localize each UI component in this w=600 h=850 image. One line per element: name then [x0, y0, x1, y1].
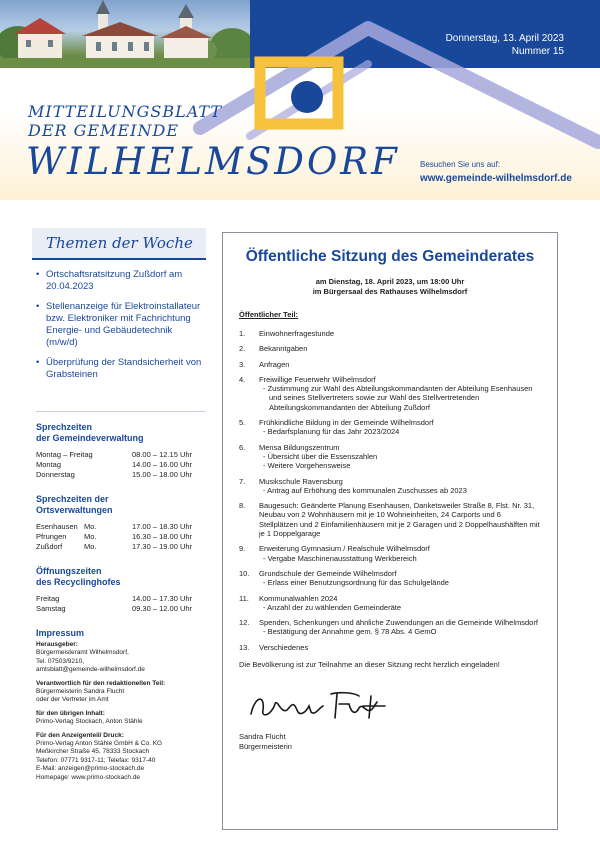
- verwaltung-heading: [36, 422, 206, 444]
- agenda-item: [239, 477, 541, 496]
- agenda-number: 6.: [239, 442, 246, 452]
- impressum-label: Verantwortlich für den redaktionellen Teil:: [36, 679, 166, 687]
- table-row: [36, 604, 206, 614]
- agenda-text: Baugesuch: Geänderte Planung Esenhausen, Danketsweiler Straße 8, Flst. Nr. 31, Neubau von 2 Wohnhäusern mit je 10 Wohneinheiten, 24 Carports und 6 Stellplätzen und 2 Einfamilienhäusern mit je 2 Garagen und 2 Doppelhaushälften mit je 1 Doppelgarage: [259, 501, 540, 539]
- divider: [36, 411, 206, 412]
- masthead-subtitle: [28, 102, 222, 140]
- table-row: [36, 460, 206, 470]
- verwaltung-heading-line1: Sprechzeiten: [36, 422, 93, 432]
- day-cell: Donnerstag: [36, 470, 75, 479]
- agenda-number: 1.: [239, 329, 246, 338]
- verwaltung-hours-table: [36, 450, 206, 480]
- masthead-subtitle-line1: MITTEILUNGSBLATT: [28, 102, 223, 121]
- agenda-subitem: - Weitere Vorgehensweise: [263, 461, 351, 471]
- themen-item[interactable]: • Stellenanzeige für Elektroinstallateur bzw. Elektroniker mit Fachrichtung Energie- und Gebäudetechnik (m/w/d): [36, 301, 206, 349]
- agenda-subitem: - Anzahl der zu wählenden Gemeinderäte: [263, 602, 402, 612]
- agenda-item: [239, 594, 541, 613]
- agenda-text: Spenden, Schenkungen und ähnliche Zuwendungen an die Gemeinde Wilhelmsdorf: [259, 618, 538, 628]
- agenda-item: [239, 643, 541, 652]
- agenda-subitem: - Antrag auf Erhöhung des kommunalen Zuschusses ab 2023: [263, 485, 467, 495]
- ortsverwaltungen-heading-line1: Sprechzeiten der: [36, 494, 109, 504]
- agenda-body: [259, 618, 541, 637]
- agenda-body: [259, 360, 541, 369]
- notice-subtitle-line1: am Dienstag, 18. April 2023, um 18:00 Uhr: [315, 277, 465, 286]
- agenda-number: 11.: [239, 593, 249, 603]
- agenda-item: [239, 418, 541, 437]
- agenda-body: [259, 329, 541, 338]
- agenda-number: 5.: [239, 418, 246, 428]
- impressum-label: Herausgeber:: [36, 641, 78, 648]
- agenda-body: [259, 544, 541, 563]
- signature-image: [245, 686, 395, 726]
- agenda-body: [259, 569, 541, 588]
- impressum-line: Primo-Verlag Stockach, Anton Stähle: [36, 718, 143, 726]
- impressum-label: Für den Anzeigenteil/ Druck:: [36, 731, 124, 739]
- agenda-body: [259, 477, 541, 496]
- public-part-label: Öffentlicher Teil:: [239, 310, 299, 319]
- agenda-item: [239, 544, 541, 563]
- agenda-number: 4.: [239, 374, 246, 384]
- visit-label: Besuchen Sie uns auf:: [420, 160, 501, 169]
- time-cell: 14.00 – 17.30 Uhr: [132, 594, 193, 603]
- agenda-body: [259, 418, 541, 437]
- impressum-email[interactable]: E-Mail: anzeigen@primo-stockach.de: [36, 765, 145, 773]
- verwaltung-heading-line2: der Gemeindeverwaltung: [36, 433, 144, 443]
- day-cell: Montag: [36, 460, 62, 469]
- agenda-text: Freiwillige Feuerwehr Wilhelmsdorf: [259, 374, 376, 384]
- themen-item[interactable]: • Ortschaftsratsitzung Zußdorf am 20.04.2023: [36, 269, 206, 293]
- closing-text: Die Bevölkerung ist zur Teilnahme an dieser Sitzung recht herzlich eingeladen!: [239, 660, 500, 670]
- agenda-subitem: - Erlass einer Benutzungsordnung für das Schulgelände: [263, 578, 449, 588]
- agenda-subitem: - Bedarfsplanung für das Jahr 2023/2024: [263, 427, 400, 437]
- signer-title: Bürgermeisterin: [239, 742, 292, 752]
- table-row: [36, 532, 206, 542]
- time-cell: 14.00 – 16.00 Uhr: [132, 460, 193, 469]
- notice-title: Öffentliche Sitzung des Gemeinderates: [245, 248, 535, 265]
- day-cell: Samstag: [36, 604, 66, 613]
- impressum-block: [36, 710, 206, 727]
- agenda-number: 10.: [239, 568, 250, 578]
- agenda-item: [239, 329, 541, 338]
- impressum-email[interactable]: amtsblatt@gemeinde-wilhelmsdorf.de: [36, 666, 145, 674]
- agenda-item: [239, 569, 541, 588]
- ortsverwaltungen-hours-table: [36, 522, 206, 552]
- mid-cell: Mo.: [84, 542, 97, 551]
- day-cell: Freitag: [36, 594, 60, 603]
- signer-name: Sandra Flucht: [239, 732, 286, 742]
- themen-heading: Themen der Woche: [32, 228, 206, 260]
- mid-cell: [98, 594, 128, 604]
- agenda-item: [239, 618, 541, 637]
- impressum-heading: Impressum: [36, 628, 85, 638]
- agenda-text: Musikschule Ravensburg: [259, 476, 343, 486]
- agenda-body: [259, 375, 541, 412]
- notice-subtitle-line2: im Bürgersaal des Rathauses Wilhelmsdorf: [312, 287, 468, 296]
- table-row: [36, 522, 206, 532]
- ortsverwaltungen-heading-line2: Ortsverwaltungen: [36, 505, 113, 515]
- signer-block: [239, 732, 541, 752]
- masthead: [0, 0, 600, 200]
- table-row: [36, 450, 206, 460]
- agenda-subitem: - Übersicht über die Essenszahlen: [263, 451, 378, 461]
- mid-cell: Mo.: [84, 522, 97, 531]
- impressum-line: Tel. 07503/9210,: [36, 657, 85, 665]
- impressum-block: [36, 641, 206, 675]
- agenda-text: Grundschule der Gemeinde Wilhelmsdorf: [259, 568, 397, 578]
- impressum-line: Bürgermeisterin Sandra Flucht: [36, 688, 125, 696]
- issue-date: Donnerstag, 13. April 2023: [445, 33, 564, 44]
- day-cell: Pfrungen: [36, 532, 67, 541]
- left-column: [36, 228, 206, 787]
- impressum-line: Primo-Verlag Anton Stähle GmbH & Co. KG: [36, 740, 163, 748]
- agenda-item: [239, 375, 541, 412]
- agenda-number: 2.: [239, 344, 246, 354]
- agenda-number: 9.: [239, 544, 246, 554]
- agenda-list: [239, 329, 541, 652]
- masthead-subtitle-line2: DER GEMEINDE: [28, 121, 179, 140]
- agenda-body: [259, 501, 541, 538]
- agenda-number: 3.: [239, 359, 246, 369]
- agenda-subitem: - Zustimmung zur Wahl des Abteilungskommandanten der Abteilung Esenhausen und seines Stellvertreters sowie zur Wahl des Stellvertretenden Abteilungskommandanten der Abteilung Zußdorf: [263, 384, 533, 412]
- agenda-number: 12.: [239, 618, 250, 628]
- mid-cell: Mo.: [84, 532, 97, 541]
- agenda-text: Frühkindliche Bildung in der Gemeinde Wilhelmsdorf: [259, 418, 434, 428]
- agenda-body: [259, 443, 541, 471]
- table-row: [36, 470, 206, 480]
- website-link[interactable]: www.gemeinde-wilhelmsdorf.de: [420, 173, 572, 184]
- mid-cell: [98, 450, 128, 460]
- mid-cell: [98, 470, 128, 480]
- agenda-text: Erweiterung Gymnasium / Realschule Wilhelmsdorf: [259, 544, 430, 554]
- time-cell: 09.30 – 12.00 Uhr: [132, 604, 193, 613]
- recyclinghof-heading-line1: Öffnungszeiten: [36, 566, 102, 576]
- agenda-subitem: - Bestätigung der Annahme gem. § 78 Abs. 4 GemO: [263, 627, 437, 637]
- impressum-line: Meßkircher Straße 45, 78333 Stockach: [36, 748, 150, 756]
- agenda-body: [259, 344, 541, 353]
- mid-cell: [98, 604, 128, 614]
- mid-cell: [98, 460, 128, 470]
- impressum-label: für den übrigen Inhalt:: [36, 709, 105, 717]
- time-cell: 17.30 – 19.00 Uhr: [132, 542, 193, 551]
- day-cell: Esenhausen: [36, 522, 78, 531]
- time-cell: 16.30 – 18.00 Uhr: [132, 532, 193, 541]
- agenda-item: [239, 360, 541, 369]
- themen-item[interactable]: • Überprüfung der Standsicherheit von Grabsteinen: [36, 357, 206, 381]
- impressum-block: [36, 680, 206, 705]
- table-row: [36, 594, 206, 604]
- ortsverwaltungen-heading: [36, 494, 206, 516]
- day-cell: Montag – Freitag: [36, 450, 93, 459]
- agenda-number: 13.: [239, 642, 250, 652]
- agenda-item: [239, 501, 541, 538]
- table-row: [36, 542, 206, 552]
- day-cell: Zußdorf: [36, 542, 63, 551]
- recyclinghof-heading-line2: des Recyclinghofes: [36, 577, 121, 587]
- impressum-line: oder der Vertreter im Amt: [36, 696, 109, 704]
- agenda-text: Einwohnerfragestunde: [259, 329, 335, 338]
- time-cell: 15.00 – 18.00 Uhr: [132, 470, 193, 479]
- recyclinghof-heading: [36, 566, 206, 588]
- agenda-number: 7.: [239, 476, 246, 486]
- recyclinghof-hours-table: [36, 594, 206, 614]
- agenda-number: 8.: [239, 501, 246, 511]
- impressum-line: Telefon: 07771 9317-11; Telefax: 9317-40: [36, 756, 156, 764]
- impressum-homepage[interactable]: Homepage: www.primo-stockach.de: [36, 773, 141, 781]
- issue-info: [446, 32, 564, 58]
- website-block: [420, 160, 572, 186]
- agenda-text: Anfragen: [259, 359, 290, 369]
- agenda-body: [259, 643, 541, 652]
- issue-number: Nummer 15: [511, 46, 564, 57]
- themen-list: [36, 269, 206, 381]
- time-cell: 08.00 – 12.15 Uhr: [132, 450, 193, 459]
- agenda-text: Kommunalwahlen 2024: [259, 593, 338, 603]
- masthead-title: WILHELMSDORF: [26, 140, 400, 183]
- agenda-text: Bekanntgaben: [259, 344, 308, 354]
- impressum-line: Bürgermeisteramt Wilhelmsdorf,: [36, 649, 129, 657]
- agenda-body: [259, 594, 541, 613]
- agenda-text: Mensa Bildungszentrum: [259, 442, 340, 452]
- sitzung-notice: [222, 232, 558, 830]
- time-cell: 17.00 – 18.30 Uhr: [132, 522, 193, 531]
- agenda-text: Verschiedenes: [259, 642, 309, 652]
- agenda-item: [239, 344, 541, 353]
- notice-subtitle: [239, 277, 541, 297]
- agenda-item: [239, 443, 541, 471]
- impressum-block: [36, 732, 206, 782]
- agenda-subitem: - Vergabe Maschinenausstattung Werkbereich: [263, 553, 417, 563]
